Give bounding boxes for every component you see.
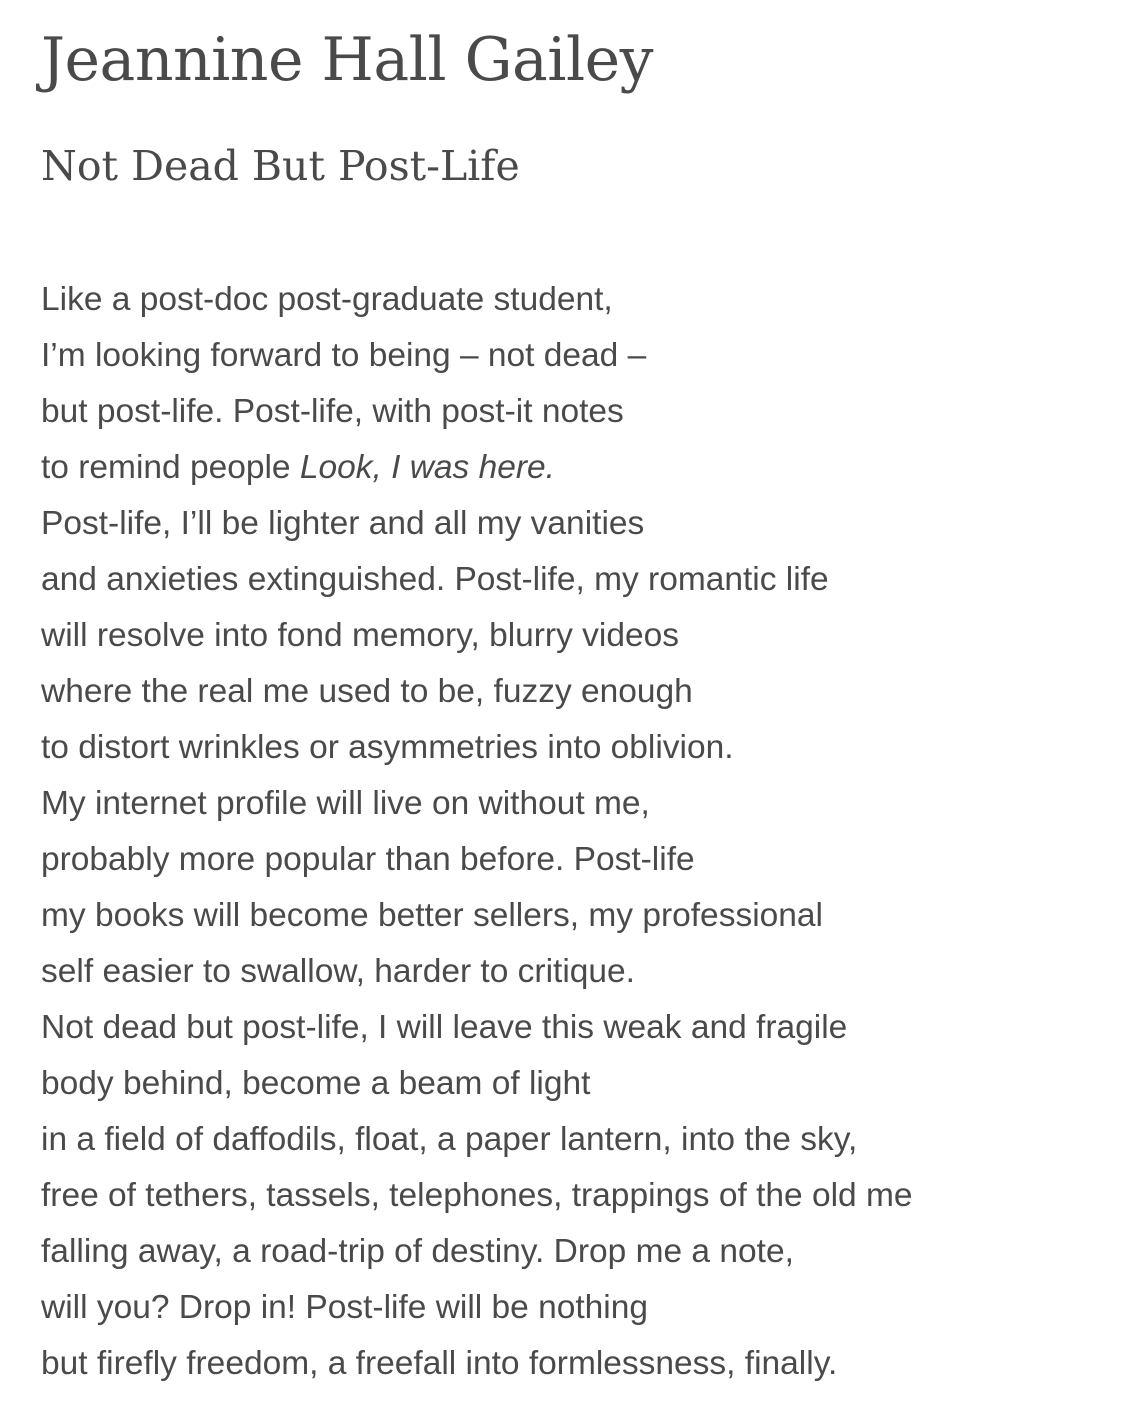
poem-line: Not dead but post-life, I will leave this weak and fragile — [41, 1009, 848, 1046]
poem-line: free of tethers, tassels, telephones, trappings of the old me — [41, 1177, 913, 1214]
poem-line: body behind, become a beam of light — [41, 1065, 591, 1102]
poem-line: Post-life, I’ll be lighter and all my vanities — [41, 505, 645, 542]
poem-line: but firefly freedom, a freefall into formlessness, finally. — [41, 1345, 838, 1382]
author-name: Jeannine Hall Gailey — [41, 25, 654, 95]
poem-line: to distort wrinkles or asymmetries into oblivion. — [41, 729, 734, 766]
poem-line: Like a post-doc post-graduate student, — [41, 281, 613, 318]
poem-line: will resolve into fond memory, blurry videos — [41, 617, 679, 654]
poem-line: will you? Drop in! Post-life will be nothing — [41, 1289, 649, 1326]
poem-line: in a field of daffodils, float, a paper lantern, into the sky, — [41, 1121, 858, 1158]
poem-title: Not Dead But Post-Life — [41, 142, 520, 190]
poem-line: My internet profile will live on without me, — [41, 785, 650, 822]
poem-line: my books will become better sellers, my professional — [41, 897, 823, 934]
poem-line: and anxieties extinguished. Post-life, my romantic life — [41, 561, 829, 598]
poem-line: to remind people Look, I was here. — [41, 449, 555, 486]
poem-line: self easier to swallow, harder to critique. — [41, 953, 635, 990]
poem-line: where the real me used to be, fuzzy enough — [41, 673, 693, 710]
poem-line: I’m looking forward to being – not dead – — [41, 337, 647, 374]
poem-italic-phrase: Look, I was here. — [299, 449, 555, 486]
poem-line: probably more popular than before. Post-life — [41, 841, 695, 878]
poem-line: falling away, a road-trip of destiny. Drop me a note, — [41, 1233, 794, 1270]
poem-line: but post-life. Post-life, with post-it notes — [41, 393, 624, 430]
poem-body — [41, 272, 913, 1392]
